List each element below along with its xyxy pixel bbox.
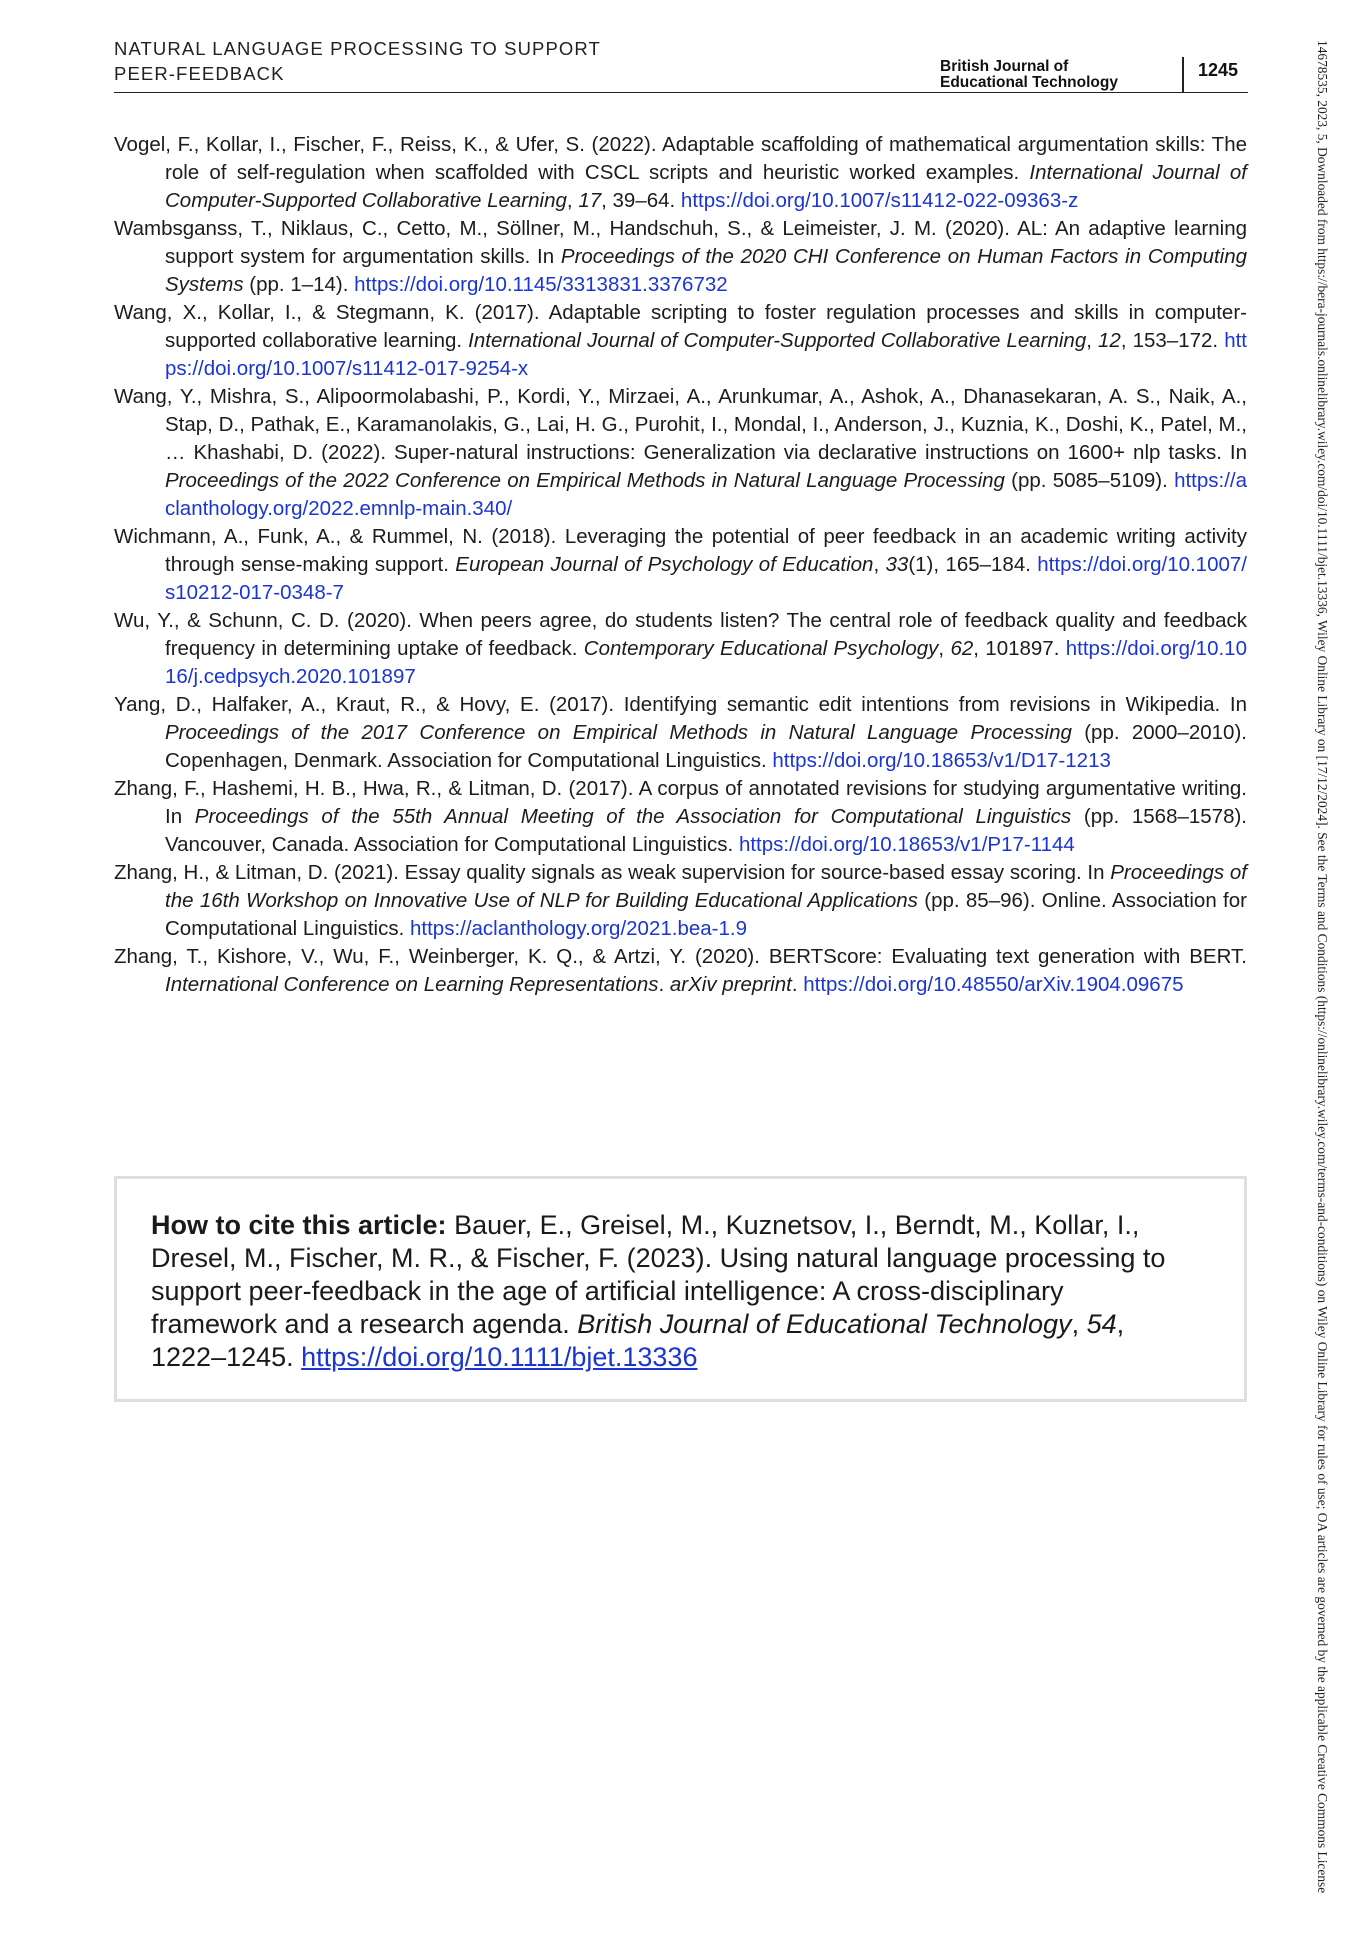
reference-entry: Wambsganss, T., Niklaus, C., Cetto, M., Söllner, M., Handschuh, S., & Leimeister, J. M. (2020). AL: An adaptive learning support system for argumentation skills. In Proceedings of the 2020 CHI Conference on Human Factors in Computing Systems (pp. 1–14). https://doi.org/10.1145/3313831.3376732 [114,217,1247,296]
running-title [114,36,754,86]
doi-link[interactable]: https://doi.org/10.18653/v1/P17-1144 [738,833,1075,856]
reference-entry: Zhang, T., Kishore, V., Wu, F., Weinberger, K. Q., & Artzi, Y. (2020). BERTScore: Evaluating text generation with BERT. International Conference on Learning Representations. arXiv preprint. https://doi.org/10.48550/arXiv.1904.09675 [114,945,1247,996]
reference-list [114,131,1247,999]
doi-link[interactable]: https://doi.org/10.1007/s10212-017-0348-7 [165,553,1247,604]
doi-link[interactable]: https://doi.org/10.18653/v1/D17-1213 [772,749,1111,772]
reference-entry: Wang, X., Kollar, I., & Stegmann, K. (2017). Adaptable scripting to foster regulation processes and skills in computer-supported collaborative learning. International Journal of Computer-Supported Collaborative Learning, 12, 153–172. https://doi.org/10.1007/s11412-017-9254-x [114,301,1247,380]
reference-entry: Wu, Y., & Schunn, C. D. (2020). When peers agree, do students listen? The central role of feedback quality and feedback frequency in determining uptake of feedback. Contemporary Educational Psychology, 62, 101897. https://doi.org/10.1016/j.cedpsych.2020.101897 [114,609,1247,688]
reference-entry: Zhang, H., & Litman, D. (2021). Essay quality signals as weak supervision for source-based essay scoring. In Proceedings of the 16th Workshop on Innovative Use of NLP for Building Educational Applications (pp. 85–96). Online. Association for Computational Linguistics. https://aclanthology.org/2021.bea-1.9 [114,861,1247,940]
reference-entry: Wang, Y., Mishra, S., Alipoormolabashi, P., Kordi, Y., Mirzaei, A., Arunkumar, A., Ashok, A., Dhanasekaran, A. S., Naik, A., Stap, D., Pathak, E., Karamanolakis, G., Lai, H. G., Purohit, I., Mondal, I., Anderson, J., Kuznia, K., Doshi, K., Patel, M., … Khashabi, D. (2022). Super-natural instructions: Generalization via declarative instructions on 1600+ nlp tasks. In Proceedings of the 2022 Conference on Empirical Methods in Natural Language Processing (pp. 5085–5109). https://aclanthology.org/2022.emnlp-main.340/ [114,385,1247,520]
how-to-cite-text: How to cite this article: Bauer, E., Greisel, M., Kuznetsov, I., Berndt, M., Kollar, I., Dresel, M., Fischer, M. R., & Fischer, F. (2023). Using natural language processing to support peer-feedback in the age of artificial intelligence: A cross-disciplinary framework and a research agenda. British Journal of Educational Technology, 54, 1222–1245. https://doi.org/10.1111/bjet.13336 [151,1210,1166,1372]
header-rule [114,92,1248,93]
doi-link[interactable]: https://doi.org/10.1016/j.cedpsych.2020.101897 [165,637,1247,688]
running-title-line1: NATURAL LANGUAGE PROCESSING TO SUPPORT [114,38,601,59]
doi-link[interactable]: https://aclanthology.org/2021.bea-1.9 [410,917,747,940]
reference-entry: Zhang, F., Hashemi, H. B., Hwa, R., & Litman, D. (2017). A corpus of annotated revisions for studying argumentative writing. In Proceedings of the 55th Annual Meeting of the Association for Computational Linguistics (pp. 1568–1578). Vancouver, Canada. Association for Computational Linguistics. https://doi.org/10.18653/v1/P17-1144 [114,777,1247,856]
how-to-cite-box [114,1176,1247,1402]
running-title-line2: PEER-FEEDBACK [114,63,285,84]
reference-entry: Wichmann, A., Funk, A., & Rummel, N. (2018). Leveraging the potential of peer feedback in an academic writing activity through sense-making support. European Journal of Psychology of Education, 33(1), 165–184. https://doi.org/10.1007/s10212-017-0348-7 [114,525,1247,604]
doi-link[interactable]: https://doi.org/10.1145/3313831.3376732 [354,273,728,296]
doi-link[interactable]: https://aclanthology.org/2022.emnlp-main.340/ [165,469,1247,520]
journal-name-line1: British Journal of [940,58,1069,75]
doi-link[interactable]: https://doi.org/10.1007/s11412-022-09363-z [680,189,1079,212]
journal-name [940,59,1168,91]
how-to-cite-label: How to cite this article: [151,1210,447,1240]
doi-link[interactable]: https://doi.org/10.48550/arXiv.1904.09675 [803,973,1184,996]
download-notice: 14678535, 2023, 5, Downloaded from https://bera-journals.onlinelibrary.wiley.com/doi/10.1111/bjet.13336, Wiley Online Library on [17/12/2024]. See the Terms and Conditions (https://onlinelibrary.wiley.com/terms-and-conditions) on Wiley Online Library for rules of use; OA articles are governed by the applicable Creative Commons License [1315,40,1330,1894]
doi-link[interactable]: https://doi.org/10.1007/s11412-017-9254-x [165,329,1247,380]
reference-entry: Yang, D., Halfaker, A., Kraut, R., & Hovy, E. (2017). Identifying semantic edit intentions from revisions in Wikipedia. In Proceedings of the 2017 Conference on Empirical Methods in Natural Language Processing (pp. 2000–2010). Copenhagen, Denmark. Association for Computational Linguistics. https://doi.org/10.18653/v1/D17-1213 [114,693,1247,772]
page-number: 1245 [1198,60,1239,80]
citation-doi-link[interactable]: https://doi.org/10.1111/bjet.13336 [301,1342,698,1372]
reference-entry: Vogel, F., Kollar, I., Fischer, F., Reiss, K., & Ufer, S. (2022). Adaptable scaffolding of mathematical argumentation skills: The role of self-regulation when scaffolded with CSCL scripts and heuristic worked examples. International Journal of Computer-Supported Collaborative Learning, 17, 39–64. https://doi.org/10.1007/s11412-022-09363-z [114,133,1248,212]
journal-name-line2: Educational Technology [940,74,1118,91]
header-separator [1182,57,1184,92]
